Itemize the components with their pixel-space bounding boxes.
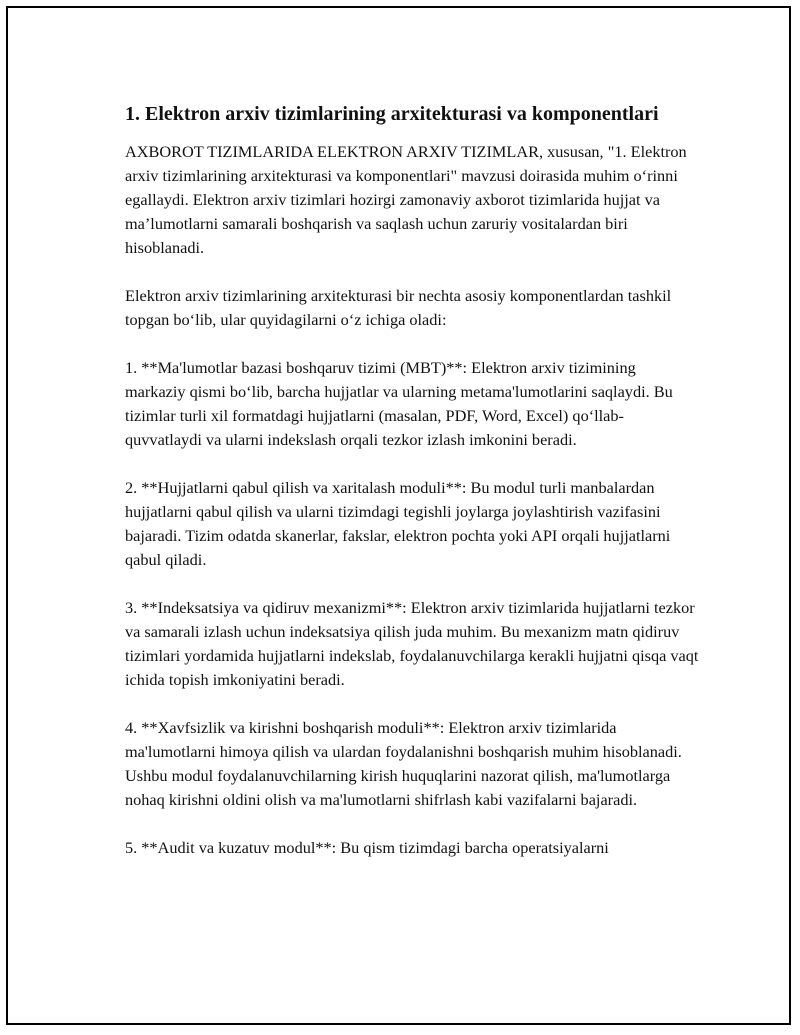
- paragraph-architecture-overview: Elektron arxiv tizimlarining arxitekturasi bir nechta asosiy komponentlardan tashkil topgan bo‘lib, ular quyidagilarni o‘z ichiga oladi:: [125, 286, 672, 329]
- list-item-indexing-search: 3. **Indeksatsiya va qidiruv mexanizmi**: Elektron arxiv tizimlarida hujjatlarni tezkor va samarali izlash uchun indeksatsiya qilish juda muhim. Bu mexanizm matn qidiruv tizimlari yordamida hujjatlarni indekslab, foydalanuvchilarga kerakli hujjatni qisqa vaqt ichida topish imkoniyatini beradi.: [125, 598, 699, 689]
- list-item-intake-module: 2. **Hujjatlarni qabul qilish va xaritalash moduli**: Bu modul turli manbalardan hujjatlarni qabul qilish va ularni tizimdagi tegishli joylarga joylashtirish vazifasini bajaradi. Tizim odatda skanerlar, fakslar, elektron pochta yoki API orqali hujjatlarni qabul qiladi.: [125, 478, 671, 569]
- list-item-audit-module: 5. **Audit va kuzatuv modul**: Bu qism tizimdagi barcha operatsiyalarni: [125, 838, 609, 857]
- document-body: [125, 100, 700, 884]
- list-item-dbms: 1. **Ma'lumotlar bazasi boshqaruv tizimi (MBT)**: Elektron arxiv tizimining markaziy qismi bo‘lib, barcha hujjatlar va ularning metama'lumotlarini saqlaydi. Bu tizimlar turli xil formatdagi hujjatlarni (masalan, PDF, Word, Excel) qo‘llab-quvvatlaydi va ularni indekslash orqali tezkor izlash imkonini beradi.: [125, 358, 673, 449]
- paragraph-intro: AXBOROT TIZIMLARIDA ELEKTRON ARXIV TIZIMLAR, xususan, "1. Elektron arxiv tizimlarining arxitekturasi va komponentlari" mavzusi doirasida muhim o‘rinni egallaydi. Elektron arxiv tizimlari hozirgi zamonaviy axborot tizimlarida hujjat va ma’lumotlarni samarali boshqarish va saqlash uchun zaruriy vositalardan biri hisoblanadi.: [125, 142, 687, 257]
- list-item-security-access: 4. **Xavfsizlik va kirishni boshqarish moduli**: Elektron arxiv tizimlarida ma'lumotlarni himoya qilish va ulardan foydalanishni boshqarish muhim hisoblanadi. Ushbu modul foydalanuvchilarning kirish huquqlarini nazorat qilish, ma'lumotlarga nohaq kirishni oldini olish va ma'lumotlarni shifrlash kabi vazifalarni bajaradi.: [125, 718, 682, 809]
- document-title: 1. Elektron arxiv tizimlarining arxitekturasi va komponentlari: [125, 103, 659, 125]
- page-frame: [6, 6, 791, 1025]
